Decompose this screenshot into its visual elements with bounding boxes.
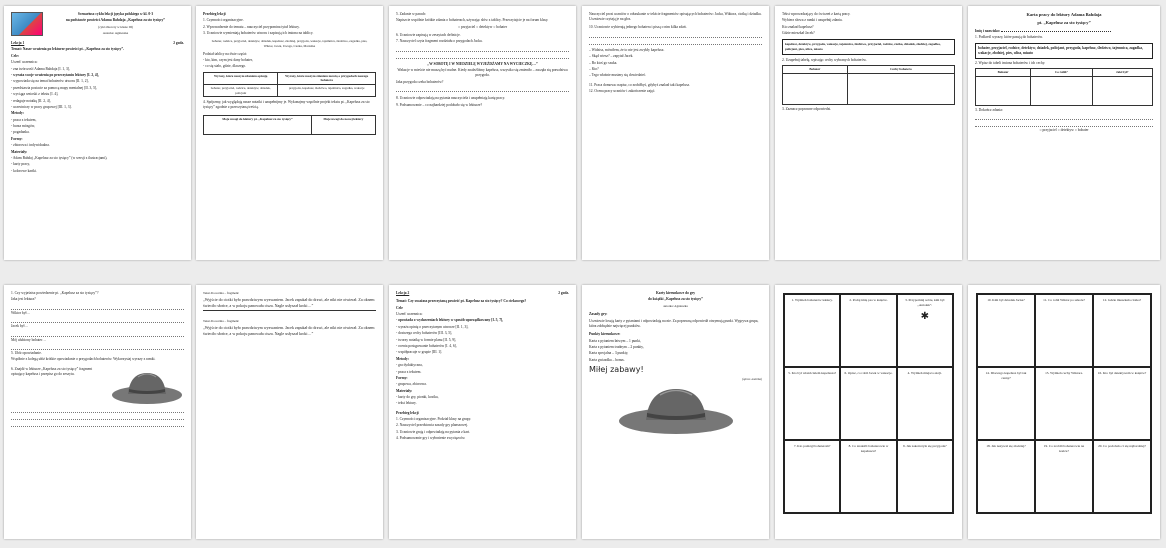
intro-text: Tekst wprowadzający do ćwiczeń z kartą pracy. <box>782 12 851 16</box>
step-item: 8. Uczniowie odpowiadają na pytania nauczyciela i uzupełniają kartę pracy. <box>396 96 506 101</box>
prompt-label: Mój ulubiony bohater… <box>11 337 46 342</box>
goal-item: - ocenia postępowanie bohaterów [I. 4, 6], <box>396 343 457 348</box>
greeting: Miłej zabawy! <box>589 365 644 375</box>
methods-heading: Metody: <box>11 111 24 116</box>
page-3[interactable] <box>389 6 576 260</box>
question-card[interactable]: 7. Kto pomógł bohaterom? <box>784 440 840 513</box>
goal-item: - redaguje notatkę [II. 2, 4], <box>11 98 51 103</box>
task: 1. Czy wyjaśnisz powiedzenie pt. „Kapelusz za sto tysięcy”? <box>11 291 99 295</box>
forms-heading: Formy: <box>11 136 23 141</box>
answer-line[interactable] <box>11 331 184 337</box>
table-cell: przygoda, kapelusz, śledztwo, tajemnica, zagadka, wakacje <box>278 84 376 96</box>
page-8[interactable] <box>196 285 383 539</box>
table-header: Cechy bohatera <box>847 65 954 73</box>
question-card[interactable]: 3. Przypomnij sobie, kim był „Aniołek”. ✱ <box>897 294 953 367</box>
points-item: Karta gwiazdka – bonus. <box>589 357 625 362</box>
step-item: 9. Podsumowanie – co najbardziej podobało się w lekturze? <box>396 102 483 107</box>
page-2[interactable] <box>196 6 383 260</box>
table-cell[interactable] <box>783 73 848 104</box>
step-item: 10. Uczniowie wybierają jednego bohatera i piszą o nim kilka zdań. <box>589 25 687 30</box>
word-box: bohater, przyjaciel, rodzice, detektyw, dziadek, policjant, przygoda, kapelusz, śledztwo, tajemnica, zagadka, wakacje, złodziej, pies, ulica, miasto <box>975 43 1153 59</box>
quote-title: „W SOBOTĘ I W NIEDZIELĘ WYJEŻDŻAMY NA WYCIECZKĘ…” <box>427 61 538 66</box>
name-line[interactable] <box>1001 31 1111 32</box>
task: 2. Wpisz do tabeli imiona bohaterów i ich cechy. <box>975 60 1046 65</box>
frame-cell: Moje uwagi do nowej lektury <box>311 115 375 134</box>
step-item: 12. Ocena pracy uczniów i zakończenie zajęć. <box>589 88 656 93</box>
table-cell[interactable] <box>976 76 1031 105</box>
points-item: Karta z pytaniem trudnym – 2 punkty, <box>589 345 644 349</box>
table-header: Co robił? <box>1031 69 1092 77</box>
step-item: 2. Uzupełnij tabelę, wpisując cechy wybranych bohaterów. <box>782 57 867 62</box>
goal-item: - wypowiada się na temat bohaterów utworu [II. 1, 2], <box>11 79 89 84</box>
goals-heading: Cele: <box>11 53 19 58</box>
material-item: - Adam Bahdaj „Kapelusz za sto tysięcy” (w wersji z ilustracjami), <box>11 156 108 161</box>
method-item: - gra dydaktyczna, <box>396 363 423 368</box>
material-item: - karty do gry, pionki, kostka, <box>396 395 439 400</box>
answer-line[interactable] <box>11 304 184 310</box>
method-item: - burza mózgów, <box>11 124 36 129</box>
table-header: Wyrazy, które naszym zdaniem opisują <box>204 72 278 84</box>
question-card[interactable]: 9. Jak zakończyła się przygoda? <box>897 440 953 513</box>
goals-subheading: Uczeń/ uczennica: <box>396 311 423 316</box>
materials-heading: Materiały: <box>396 388 413 393</box>
task: 3. Dokończ zdania: <box>975 107 1003 112</box>
answer-line[interactable] <box>396 86 569 92</box>
dialog-line: – Skąd wiesz? – zapytał Jacek. <box>589 54 634 59</box>
step-item: 1. Czynności organizacyjne. Podział klasy na grupy. <box>396 417 472 422</box>
prompt-label: Jacek był… <box>11 324 29 329</box>
answer-line[interactable] <box>396 46 569 52</box>
goal-item: - dostrzega cechy bohaterów [III. 3, 5], <box>396 331 453 336</box>
goals-subheading: Uczeń/ uczennica: <box>11 60 38 65</box>
answer-line[interactable] <box>975 114 1153 120</box>
step-item: 6. Uczniowie zapisują w zeszytach definicje. <box>396 32 461 37</box>
table-header: Jaki był? <box>1092 69 1152 77</box>
worksheet-subtitle: pt. „Kapelusz za sto tysięcy” <box>1037 19 1091 25</box>
step-item: 1. Czynności organizacyjne. <box>203 18 244 23</box>
lesson-topic: Temat: Nasze wrażenia po lekturze powieści pt. „Kapelusz za sto tysięcy”. <box>11 47 125 52</box>
step-item: 3. Uczniowie grają i odpowiadają na pytania z kart. <box>396 429 471 434</box>
question-card[interactable]: 6. Opisz, co robił Jacek w wakacje. <box>840 367 896 440</box>
dialog-line: – Tego właśnie musimy się dowiedzieć. <box>589 73 647 78</box>
answer-line[interactable] <box>975 121 1153 127</box>
divider <box>203 310 376 311</box>
step-item: 11. Praca domowa: napisz, co zrobiłbyś, gdybyś znalazł taki kapelusz. <box>589 82 690 87</box>
points-item: Karta specjalna – 3 punkty, <box>589 351 629 356</box>
note: - co się stało, gdzie, dlaczego. <box>203 64 247 69</box>
frame-cell: Moje uwagi do lektury pt. „Kapelusz za sto tysięcy” <box>204 115 312 134</box>
material-item: - tekst lektury. <box>396 401 417 406</box>
course-heading: Przebieg lekcji <box>203 12 226 16</box>
page-1-author: Autorka: Agnieszka <box>102 30 129 35</box>
goal-item: - opowiada o wydarzeniach lektury w sposób uporządkowany [I. 5, 7], <box>396 318 504 323</box>
question-card[interactable]: 1. Wymień bohaterów lektury. <box>784 294 840 367</box>
step-item: 5. Ułóż opowiadanie. <box>11 350 42 355</box>
quote-text: Wakacje w mieście nie muszą być nudne. Kiedy znaleźliśmy kapelusz, wszystko się zmieniło – zaczęła się prawdziwa przygoda. <box>397 68 568 78</box>
question-card[interactable]: 18. Jak nazywał się złodziej? <box>977 440 1035 513</box>
step-item: 4. Podsumowanie gry i wyłonienie zwycięzców. <box>396 436 466 441</box>
question-card-grid <box>976 293 1152 514</box>
question-card[interactable]: 15. Wymień cechy Wiktora. <box>1035 367 1093 440</box>
question-card[interactable]: 2. Podaj imię psa w książce. <box>840 294 896 367</box>
page-1-header-line: Scenariusz cyklu lekcji języka polskiego w kl. 0-3 <box>77 12 154 16</box>
word-table <box>203 72 376 98</box>
table-header: Bohater <box>976 69 1031 77</box>
answer-line[interactable] <box>11 407 184 413</box>
goal-item: - współpracuje w grupie [III. 1]. <box>396 350 443 355</box>
frames-table <box>203 115 376 135</box>
page-1-header-line: na podstawie powieści Adama Bahdaja „Kapelusz za sto tysięcy” <box>65 18 166 23</box>
dialog-line: – Kto? <box>589 66 599 71</box>
traits-table[interactable] <box>782 65 955 105</box>
game-subtitle: do książki „Kapelusz za sto tysięcy” <box>647 297 703 302</box>
step-item: 2. Wprowadzenie do tematu – nauczyciel przypomina tytuł lektury. <box>203 24 300 29</box>
answer-line[interactable] <box>11 344 184 350</box>
fragment-title: Tekst dla ucznia – fragment: <box>203 291 240 295</box>
table-cell[interactable] <box>1031 76 1092 105</box>
step-item: 2. Nauczyciel przedstawia zasady gry planszowej. <box>396 423 469 428</box>
goal-item: - wyciąga wnioski z tekstu [I. 4], <box>11 92 59 97</box>
page-12[interactable] <box>968 285 1160 539</box>
intro-text: Nauczyciel prosi uczniów o odszukanie w tekście fragmentów opisujących bohaterów: Jacka, Wiktora, ciotkę i dziadka. Uczniowie czytają je na głos. <box>589 12 762 22</box>
page-1[interactable] <box>4 6 191 260</box>
page-4[interactable] <box>582 6 769 260</box>
word-box: kapelusz, detektyw, przygoda, wakacje, tajemnica, śledztwo, przyjaciel, rodzice, ciotka, dziadek, złodziej, zagadka, policjant, pies, ulica, miasto <box>782 39 955 54</box>
answer-line[interactable] <box>11 421 184 427</box>
table-cell: bohater, przyjaciel, rodzice, detektyw, dziadek, policjant <box>204 84 278 96</box>
book-cover-image <box>11 12 43 36</box>
method-item: - praca z tekstem. <box>396 369 422 374</box>
signature: (oprac. autorka) <box>742 376 762 381</box>
material-item: - karty pracy, <box>11 162 31 167</box>
options-row: ○ przyjaciel ○ detektyw ○ bohater <box>1039 128 1089 133</box>
answer-line[interactable] <box>589 32 762 38</box>
fragment-text: „Wyjście do ciotki było prawdziwym wyzwaniem. Jacek zapukał do drzwi, ale nikt nie otwierał. Za oknem świeciło słońce, a w pokoju panowała cisza. Nagle usłyszał kroki…” <box>203 324 375 336</box>
prompt-label: Jaka jest lektura? <box>11 297 36 302</box>
goal-item: - uczestniczy w pracy grupowej [III. 1, 3]. <box>11 104 72 109</box>
question: Jaka przygoda czeka bohaterów? <box>396 79 444 84</box>
page-11[interactable] <box>775 285 962 539</box>
form-item: - zbiorowa i indywidualna. <box>11 143 50 148</box>
materials-heading: Materiały: <box>11 149 28 154</box>
goal-item: - wyraża swoje wrażenia po przeczytaniu lektury [I. 2, 4], <box>11 72 99 77</box>
step-item: 3. Zaznacz poprawne odpowiedzi. <box>782 106 832 111</box>
table-cell[interactable] <box>1092 76 1152 105</box>
goal-item: - przedstawia postacie za pomocą mapy mentalnej [II. 3, 5], <box>11 85 98 90</box>
answer-line[interactable] <box>589 39 762 45</box>
table-cell[interactable] <box>847 73 954 104</box>
goal-item: - zna twórczość Adama Bahdaja [I. 1, 3], <box>11 66 70 71</box>
step-text: Wspólnie z kolegą ułóż krótkie opowiadanie o przygodach bohaterów. Wykorzystaj wyrazy z ramki. <box>11 357 156 362</box>
question-card[interactable]: 16. Kto był detektywem w książce? <box>1093 367 1151 440</box>
prompt-label: Wiktor był… <box>11 310 31 315</box>
lesson-topic: Temat: Czy uważasz przeczytaną powieść pt. Kapelusz za sto tysięcy? Co ciekawego? <box>396 299 527 304</box>
options-row: ○ przyjaciel ○ detektyw ○ bohater <box>457 24 508 29</box>
step-item: 7. Nauczyciel czyta fragment rozdziału o przygodach Jacka. <box>396 39 483 44</box>
step-item: 4. Spójrzmy, jak wyglądają nasze notatki i uzupełnijmy je. Wykonajmy wspólnie projekt tekstu pt. „Kapelusz za sto tysięcy” zgodnie z przeczytaną treścią. <box>203 100 370 110</box>
page-10[interactable] <box>582 285 769 539</box>
question-card[interactable]: 10. Kim był dziadek Jacka? <box>977 294 1035 367</box>
question-card[interactable]: 8. Co znaleźli bohaterowie w kapeluszu? <box>840 440 896 513</box>
goal-item: - tworzy notatkę w formie planu [II. 5, 9], <box>396 337 457 342</box>
question-card[interactable]: 20. Co podobało ci się najbardziej? <box>1093 440 1151 513</box>
question-card[interactable]: 5. Kto był właścicielem kapelusza? <box>784 367 840 440</box>
fragment-title: Tekst dla ucznia – fragment: <box>203 318 240 323</box>
hint: Kto znalazł kapelusz? <box>782 24 814 29</box>
page-1-header-line: (cykl zbiorczy w klasie III) <box>98 24 133 29</box>
rules-text: Uczniowie losują karty z pytaniami i odpowiadają na nie. Za poprawną odpowiedź otrzymują punkt. Wygrywa grupa, która zdobędzie najwięcej punktów. <box>589 318 759 329</box>
page-9[interactable] <box>389 285 576 539</box>
rules-heading: Zasady gry: <box>589 312 608 317</box>
question-card[interactable]: 4. Wymień miejsca akcji. <box>897 367 953 440</box>
note: - kto, kim, czym jest dany bohater, <box>203 58 253 63</box>
hint: Gdzie mieszkał Jacek? <box>782 31 815 36</box>
task: 1. Podkreśl wyrazy, które pasują do bohaterów. <box>975 35 1043 40</box>
method-item: - pogadanka. <box>11 130 30 135</box>
question-card[interactable]: 12. Gdzie mieszkała ciotka? <box>1093 294 1151 367</box>
note: Podział tablicy na dwie części: <box>203 51 248 56</box>
question-card[interactable]: 14. Dlaczego kapelusz był tak cenny? <box>977 367 1035 440</box>
dialog-line: – Widzisz, mówiłem, że to nie jest zwykły kapelusz. <box>589 47 665 52</box>
lesson-number: Lekcja 2 2 godz. <box>396 291 569 295</box>
name-label: Imię i nazwisko: <box>975 28 1001 33</box>
game-title: Karty kierunkowe do gry <box>655 291 696 295</box>
page-5[interactable] <box>775 6 962 260</box>
page-6[interactable] <box>968 6 1160 260</box>
goal-item: - wyraża opinię o przeczytanym utworze [II. 1, 3], <box>396 324 469 329</box>
star-icon: ✱ <box>920 310 930 322</box>
table-header: Wyrazy, które naszym zdaniem mówią o przygodach naszego bohatera <box>278 72 376 84</box>
fragment-text: „Wyjście do ciotki było prawdziwym wyzwaniem. Jacek zapukał do drzwi, ale nikt nie otwierał. Za oknem świeciło słońce, a w pokoju panowała cisza. Nagle usłyszał kroki…” <box>203 296 375 308</box>
points-heading: Punkty kierunkowe: <box>589 332 621 337</box>
question-card-grid <box>783 293 954 514</box>
worksheet-title: Karta pracy do lektury Adama Bahdaja <box>1026 12 1102 17</box>
method-item: - praca z tekstem, <box>11 117 37 122</box>
hint: Wybierz słowa z ramki i uzupełnij zdania. <box>782 18 843 23</box>
hat-icon <box>110 367 184 407</box>
step-item: 3. Uczniowie wymieniają bohaterów utworu i zapisują ich imiona na tablicy. <box>203 31 314 36</box>
heroes-table[interactable] <box>975 68 1153 106</box>
points-item: Karta z pytaniem łatwym – 1 punkt, <box>589 338 641 343</box>
methods-heading: Metody: <box>396 356 409 361</box>
goals-heading: Cele <box>396 305 403 310</box>
step-item: 5. Zadanie w parach: <box>396 12 427 16</box>
answer-line[interactable] <box>11 414 184 420</box>
word-list: bohater, rodzice, przyjaciel, detektyw, dziadek, kapelusz, złodziej, przygoda, wakacje, tajemnica, śledztwo, zagadka, pies, Wiktor, Jacek, Uwaga, Ciotka, Mariolka <box>211 39 368 49</box>
material-item: - kolorowe kartki. <box>11 168 37 173</box>
question-card[interactable]: 19. Co zrobili bohaterowie na końcu? <box>1035 440 1093 513</box>
step-item: 6. Znajdź w lekturze „Kapelusz za sto tysięcy” fragment opisujący kapelusz i przepisz go do zeszytu. <box>11 366 93 376</box>
answer-line[interactable] <box>11 317 184 323</box>
forms-heading: Formy: <box>396 375 408 380</box>
table-header: Bohater <box>783 65 848 73</box>
lesson-number: Lekcja 1 2 godz. <box>11 41 184 45</box>
dialog-line: – Bo ktoś go szuka. <box>589 60 618 65</box>
step-item: Napiszcie wspólnie krótkie zdania o bohaterach, używając słów z tablicy. Przeczytajcie je na forum klasy. <box>396 18 549 23</box>
course-heading: Przebieg lekcji <box>396 410 419 415</box>
form-item: - grupowa, zbiorowa. <box>396 382 427 387</box>
answer-line[interactable] <box>396 53 569 59</box>
question-card[interactable]: 11. Co robił Wiktor po szkole? <box>1035 294 1093 367</box>
game-author: autorka: Agnieszka <box>663 303 688 308</box>
hat-icon <box>616 383 736 437</box>
page-7[interactable] <box>4 285 191 539</box>
